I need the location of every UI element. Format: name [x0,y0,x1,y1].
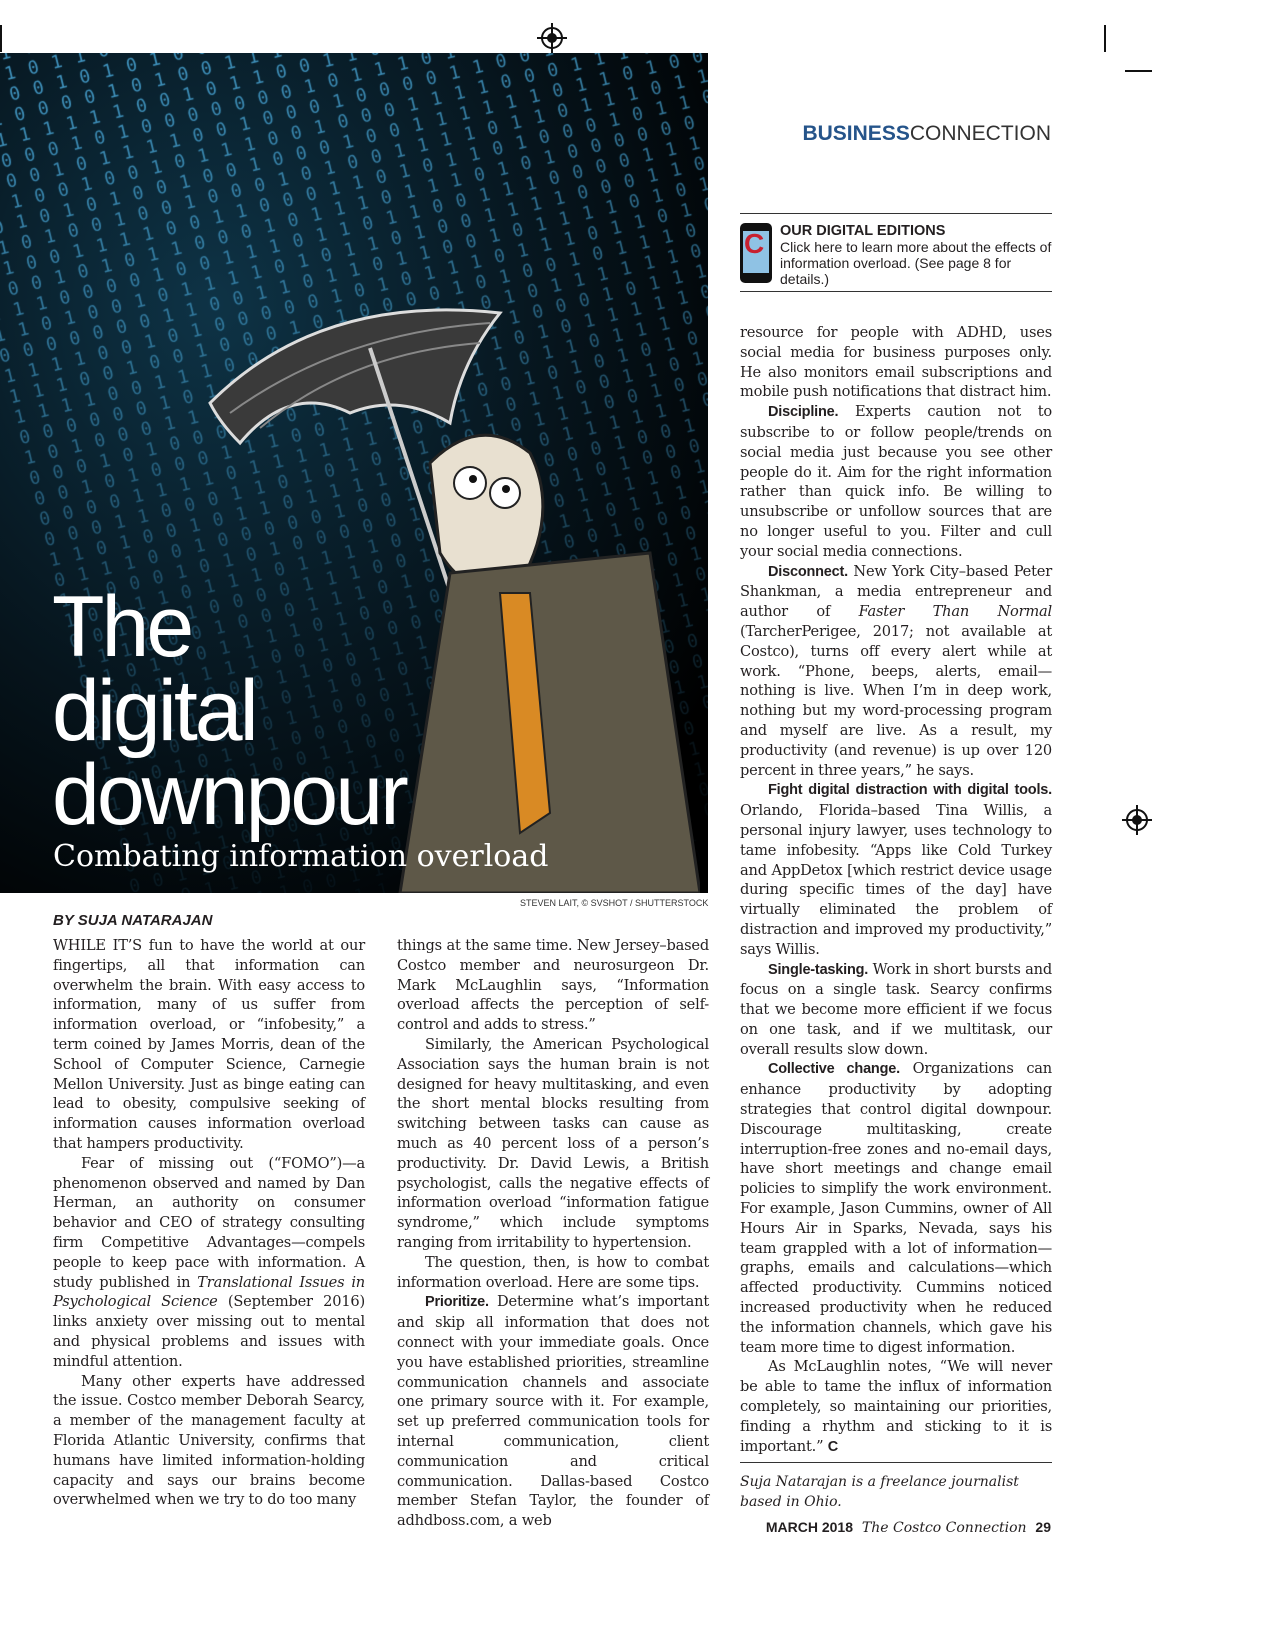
article-paragraph [740,1059,1052,1357]
paragraph-text: New York City–based Peter Shankman, a media entrepreneur and author of [740,562,1052,621]
section-header: BUSINESSCONNECTION [802,122,1051,145]
page-footer: MARCH 2018 The Costco Connection 29 [765,1519,1051,1536]
article-paragraph [740,562,1052,781]
article-paragraph [397,1253,709,1293]
article-paragraph [740,402,1052,561]
article-paragraph [397,1035,709,1253]
author-bio: Suja Natarajan is a freelance journalist based in Ohio. [740,1462,1052,1512]
article-column-3 [740,323,1052,1457]
article-paragraph [397,1292,709,1531]
run-in-heading: Prioritize. [425,1294,489,1311]
paragraph-text: Many other experts have addressed the issue. Costco member Deborah Searcy, a member of the management faculty at Florida Atlantic University, confirms that humans have limited information-holding capacity and says our brains become overwhelmed when we try to do too many [53,1372,365,1509]
article-paragraph [397,936,709,1035]
run-in-heading: C [827,1438,839,1455]
digital-editions-link[interactable]: Click here to learn more about the effects of information overload. (See page 8 for details.) [780,239,1052,287]
article-column-1 [53,936,365,1510]
paragraph-text: Work in short bursts and focus on a single task. Searcy confirms that we become more efficient if we focus on one task, and if we multitask, our overall results slow down. [740,960,1052,1058]
run-in-heading: Disconnect. [768,563,848,580]
run-in-heading: Single-tasking. [768,961,869,978]
paragraph-text: The question, then, is how to combat information overload. Here are some tips. [397,1253,709,1291]
paragraph-text: Fear of missing out (“FOMO”)—a phenomenon observed and named by Dan Herman, an authority on consumer behavior and CEO of strategy consulting firm Competitive Advantages—compels people to keep pace with information. A study published in [53,1154,365,1291]
paragraph-text: (TarcherPerigee, 2017; not available at Costco), turns off every alert while at work. “Phone, beeps, alerts, email—nothing is live. When I’m in deep work, nothing but my word-processing program and myself are live. As a result, my productivity (and revenue) is up over 120 percent in three years,” he says. [740,622,1052,779]
run-in-heading: Collective change. [768,1061,900,1078]
paragraph-text: Experts caution not to subscribe to or follow people/trends on social media just because you see other people do it. Aim for the right information rather than quick info. Be willing to unsubscribe or unfollow sources that are no longer useful to you. Filter and cull your social media connections. [740,403,1052,560]
italic-title: Faster Than Normal [858,603,1053,621]
byline: BY SUJA NATARAJAN [53,912,213,929]
paragraph-text: Similarly, the American Psychological Association says the human brain is not designed for heavy multitasking, and even the short mental blocks resulting from switching between tasks can cause as much as 40 percent loss of a person’s productivity. Dr. David Lewis, a British psychologist, calls the negative effects of information overload “information fatigue syndrome,” which include symptoms ranging from irritability to hypertension. [397,1035,709,1251]
run-in-heading: Discipline. [768,404,839,421]
paragraph-text: Organizations can enhance productivity by adopting strategies that control digital downpour. Discourage multitasking, create interruption-free zones and no-email days, have short meetings and change email policies to simplify the work environment. For example, Jason Cummins, owner of All Hours Air in Sparks, Nevada, says his team grappled with a lot of information—graphs, emails and calculations—which affected productivity. Cummins noticed increased productivity when he reduced the information channels, which gave his team more time to digest information. [740,1060,1052,1356]
digital-editions-box[interactable] [740,213,1052,292]
article-paragraph [53,936,365,1154]
paragraph-text: resource for people with ADHD, uses social media for business purposes only. He also monitors email subscriptions and mobile push notifications that distract him. [740,324,1052,401]
article-paragraph [740,1357,1052,1457]
phone-costco-icon: C [740,223,772,283]
article-paragraph [53,1372,365,1511]
article-paragraph [53,1154,365,1372]
article-paragraph [740,780,1052,959]
crop-mark [1104,25,1106,52]
crop-mark [1125,70,1152,72]
paragraph-text: Orlando, Florida–based Tina Willis, a personal injury lawyer, uses technology to tame infobesity. “Apps like Cold Turkey and AppDetox [which restrict device usage during specific times of the day] have virtually eliminated the problem of distraction and improved my productivity,” says Willis. [740,802,1052,958]
paragraph-text: things at the same time. New Jersey–based Costco member and neurosurgeon Dr. Mark McLaughlin says, “Information overload affects the perception of self-control and adds to stress.” [397,937,709,1034]
article-column-2 [397,936,709,1531]
photo-credit: STEVEN LAIT, © SVSHOT / SHUTTERSTOCK [520,898,709,908]
article-paragraph [740,960,1052,1060]
paragraph-text: WHILE IT’S fun to have the world at our fingertips, all that information can overwhelm the brain. With easy access to information, many of us suffer from information overload, or “infobesity,” a term coined by James Morris, dean of the School of Computer Science, Carnegie Mellon University. Just as binge eating can lead to obesity, compulsive seeking of information causes information overload that hampers productivity. [53,937,365,1152]
registration-mark [1126,809,1148,831]
article-paragraph [740,323,1052,402]
paragraph-text: Determine what’s important and skip all information that does not connect with your immediate goals. Once you have established priorities, streamline communication channels and associate one primary source with it. For example, set up preferred communication tools for internal communication, client communication and critical communication. Dallas-based Costco member Stefan Taylor, the founder of adhdboss.com, a web [397,1293,709,1530]
registration-mark [541,27,563,49]
digital-editions-heading: OUR DIGITAL EDITIONS [780,223,946,239]
article-title: The digital downpour [52,579,406,843]
paragraph-text: As McLaughlin notes, “We will never be able to tame the influx of information completely, so maintaining our priorities, finding a rhythm and sticking to it is important.” [740,1358,1052,1455]
run-in-heading: Fight digital distraction with digital tools. [768,782,1052,799]
italic-title: Translational Issues in Psychological Science [53,1273,365,1311]
crop-mark [0,25,2,52]
article-subtitle: Combating information overload [53,839,549,874]
paragraph-text: (September 2016) links anxiety over missing out to mental and physical problems and issues with mindful attention. [53,1293,365,1370]
hero-illustration [0,53,708,893]
